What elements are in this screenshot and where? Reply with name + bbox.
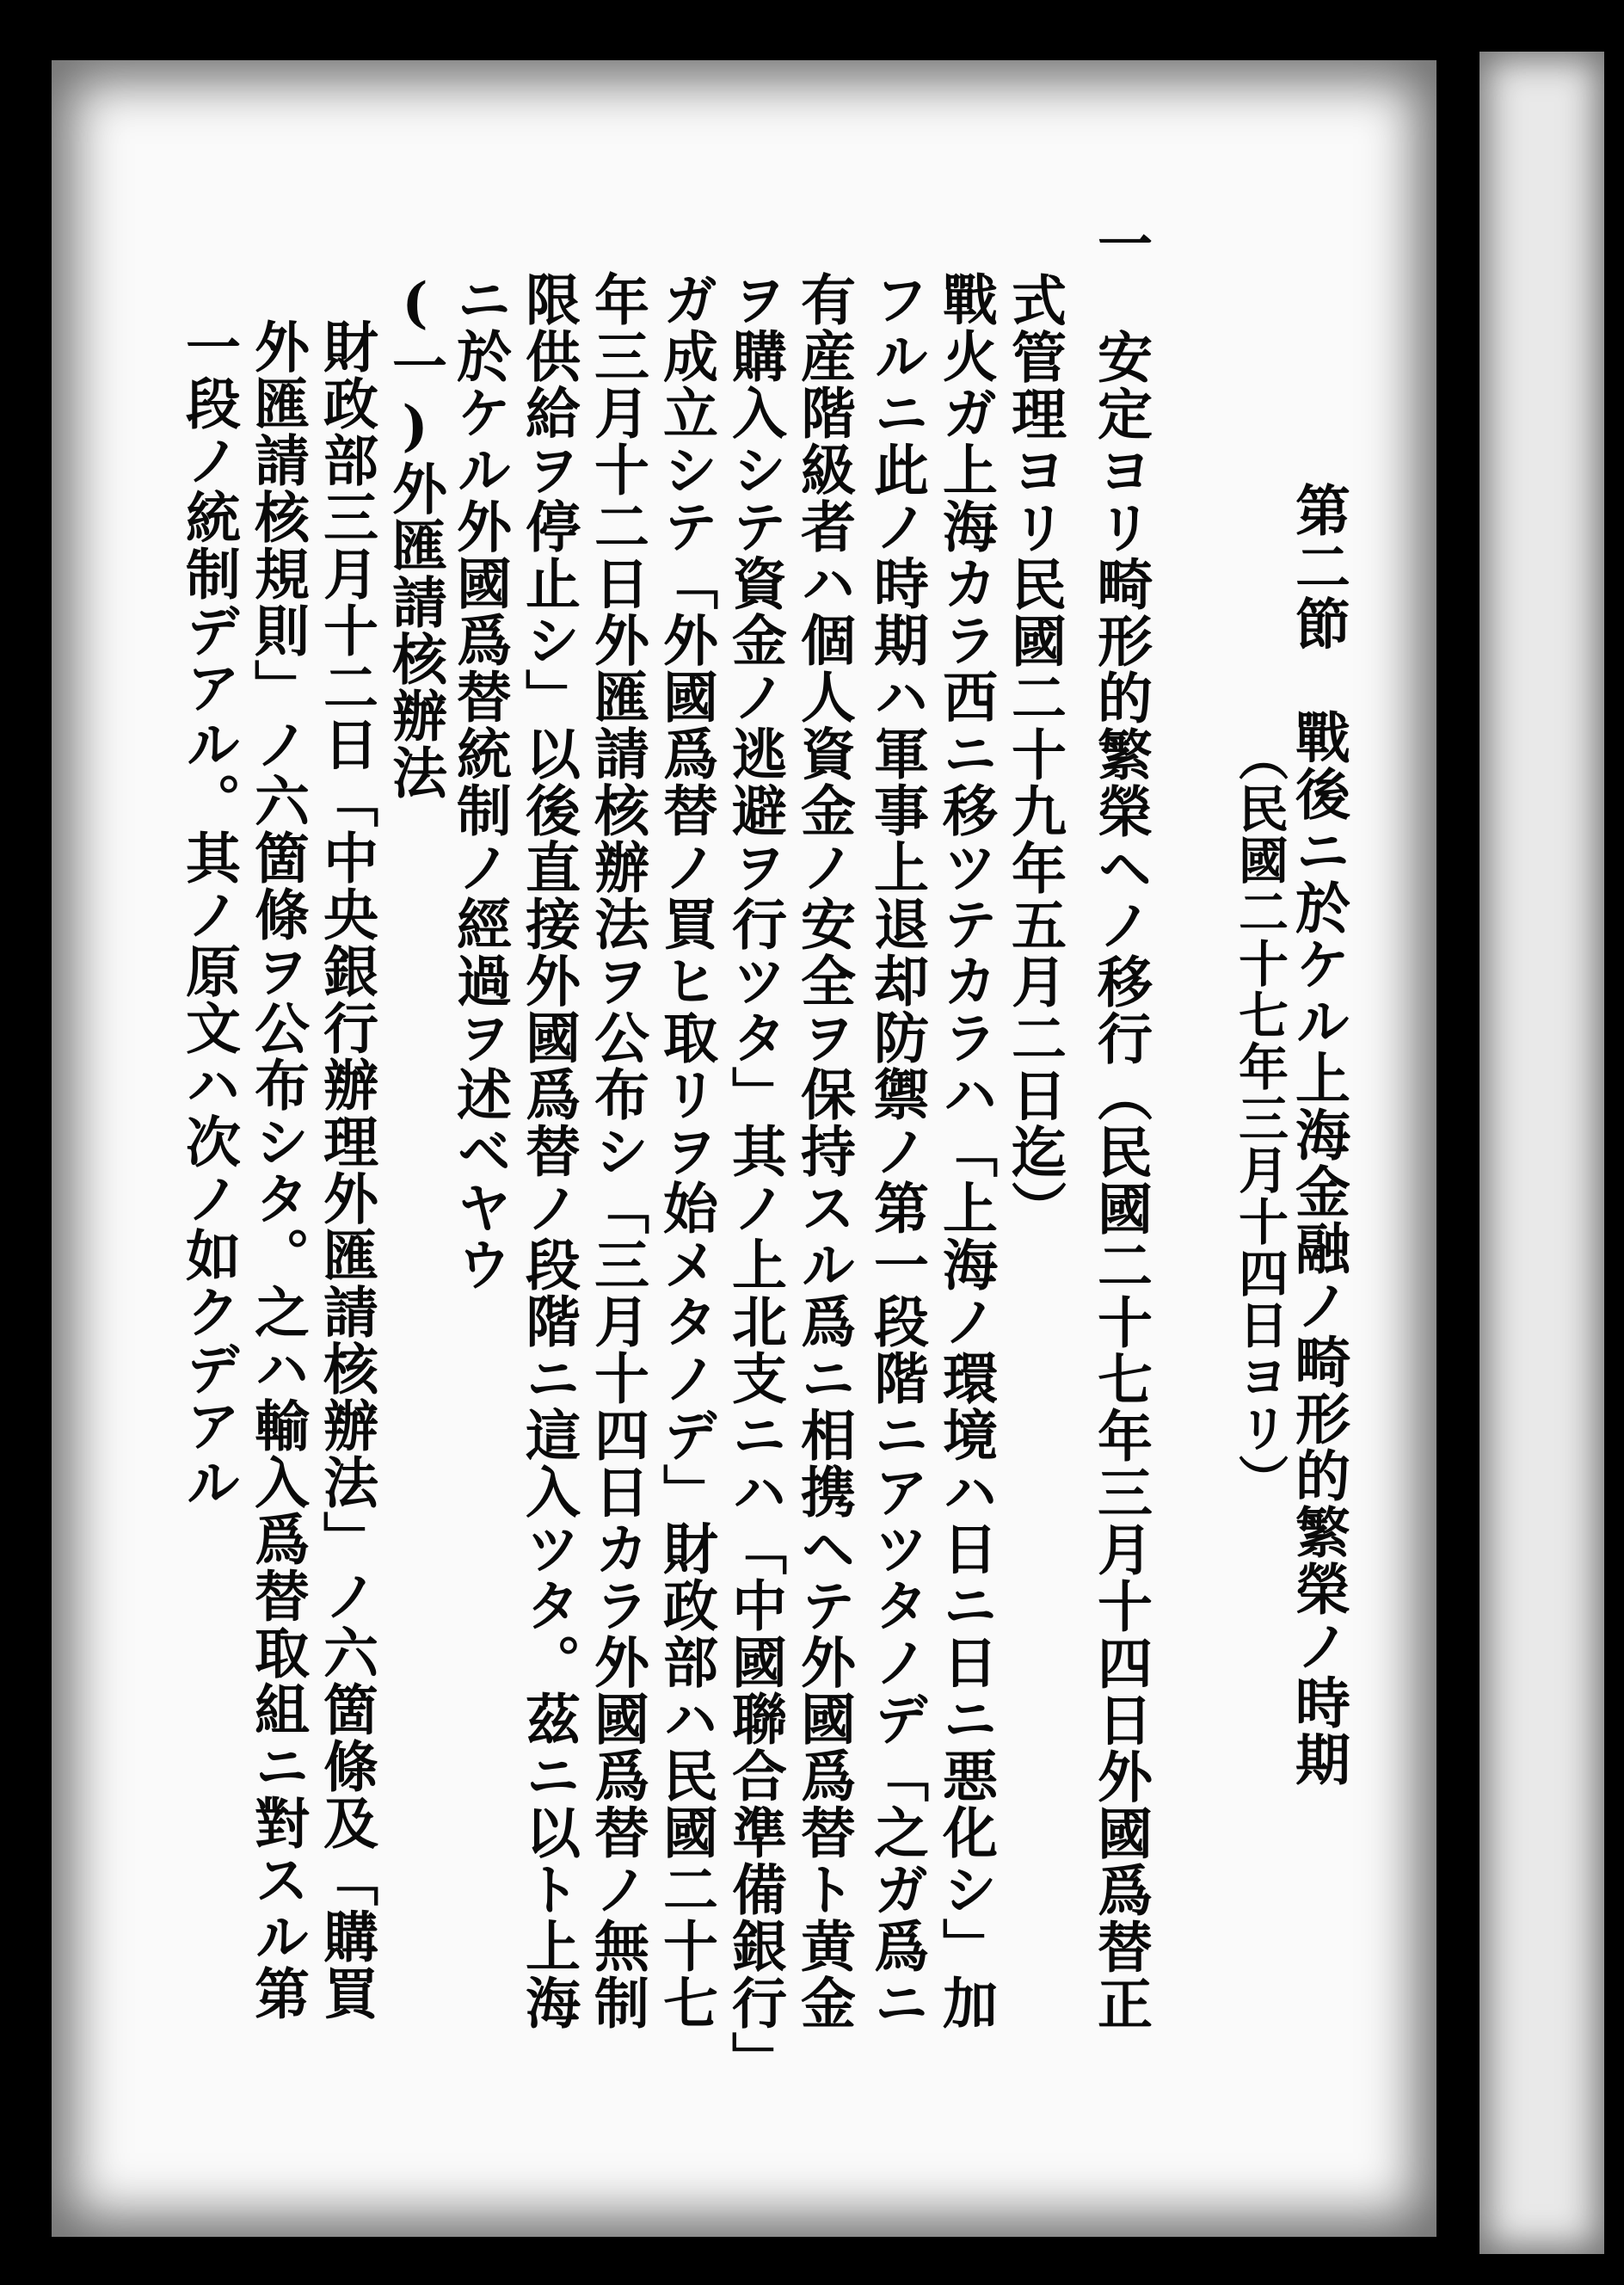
binding-gutter <box>1445 52 1469 2254</box>
text-line: 戰火ガ上海カラ西ニ移ツテカラハ「上海ノ環境ハ日ニ日ニ悪化シ」加 <box>933 271 998 2031</box>
text-line: ヲ購入シテ資金ノ逃避ヲ行ツタ」其ノ上北支ニハ「中國聯合準備銀行」 <box>723 271 787 2088</box>
next-page-edge <box>1479 52 1604 2254</box>
text-line: 一段ノ統制デアル。其ノ原文ハ次ノ如クデアル <box>176 318 241 1511</box>
text-line: 財政部三月十二日「中央銀行辦理外匯請核辦法」ノ六箇條及「購買 <box>314 318 378 2022</box>
text-line: 限供給ヲ停止シ」以後直接外國爲替ノ段階ニ這入ツタ。茲ニ以ト上海 <box>516 271 581 2031</box>
text-line: 式管理ヨリ民國二十九年五月二日迄） <box>1002 215 1067 1237</box>
section-period: （民國二十七年三月十四日ヨリ） <box>1230 731 1289 1506</box>
text-line: ニ於ケル外國爲替統制ノ經過ヲ述ベヤウ <box>447 271 512 1293</box>
subsection-heading: (一)外匯請核辦法 <box>383 271 447 801</box>
text-line: 一 安定ヨリ畸形的繁榮ヘノ移行（民國二十七年三月十四日外國爲替正 <box>1088 215 1153 2032</box>
text-line: 外匯請核規則」ノ六箇條ヲ公布シタ。之ハ輸入爲替取組ニ對スル第 <box>245 318 310 2022</box>
text-line: フルニ此ノ時期ハ軍事上退却防禦ノ第一段階ニアツタノデ「之ガ爲ニ <box>864 271 929 2031</box>
text-line: 有産階級者ハ個人資金ノ安全ヲ保持スル爲ニ相携ヘテ外國爲替ト黄金 <box>791 271 856 2031</box>
section-title: 第二節 戰後ニ於ケル上海金融ノ畸形的繁榮ノ時期 <box>1286 482 1350 1788</box>
text-line: 年三月十二日外匯請核辦法ヲ公布シ「三月十四日カラ外國爲替ノ無制 <box>585 271 649 2031</box>
text-line: ガ成立シテ「外國爲替ノ買ヒ取リヲ始メタノデ」財政部ハ民國二十七 <box>654 271 718 2031</box>
paper-sheet <box>52 60 1436 2237</box>
